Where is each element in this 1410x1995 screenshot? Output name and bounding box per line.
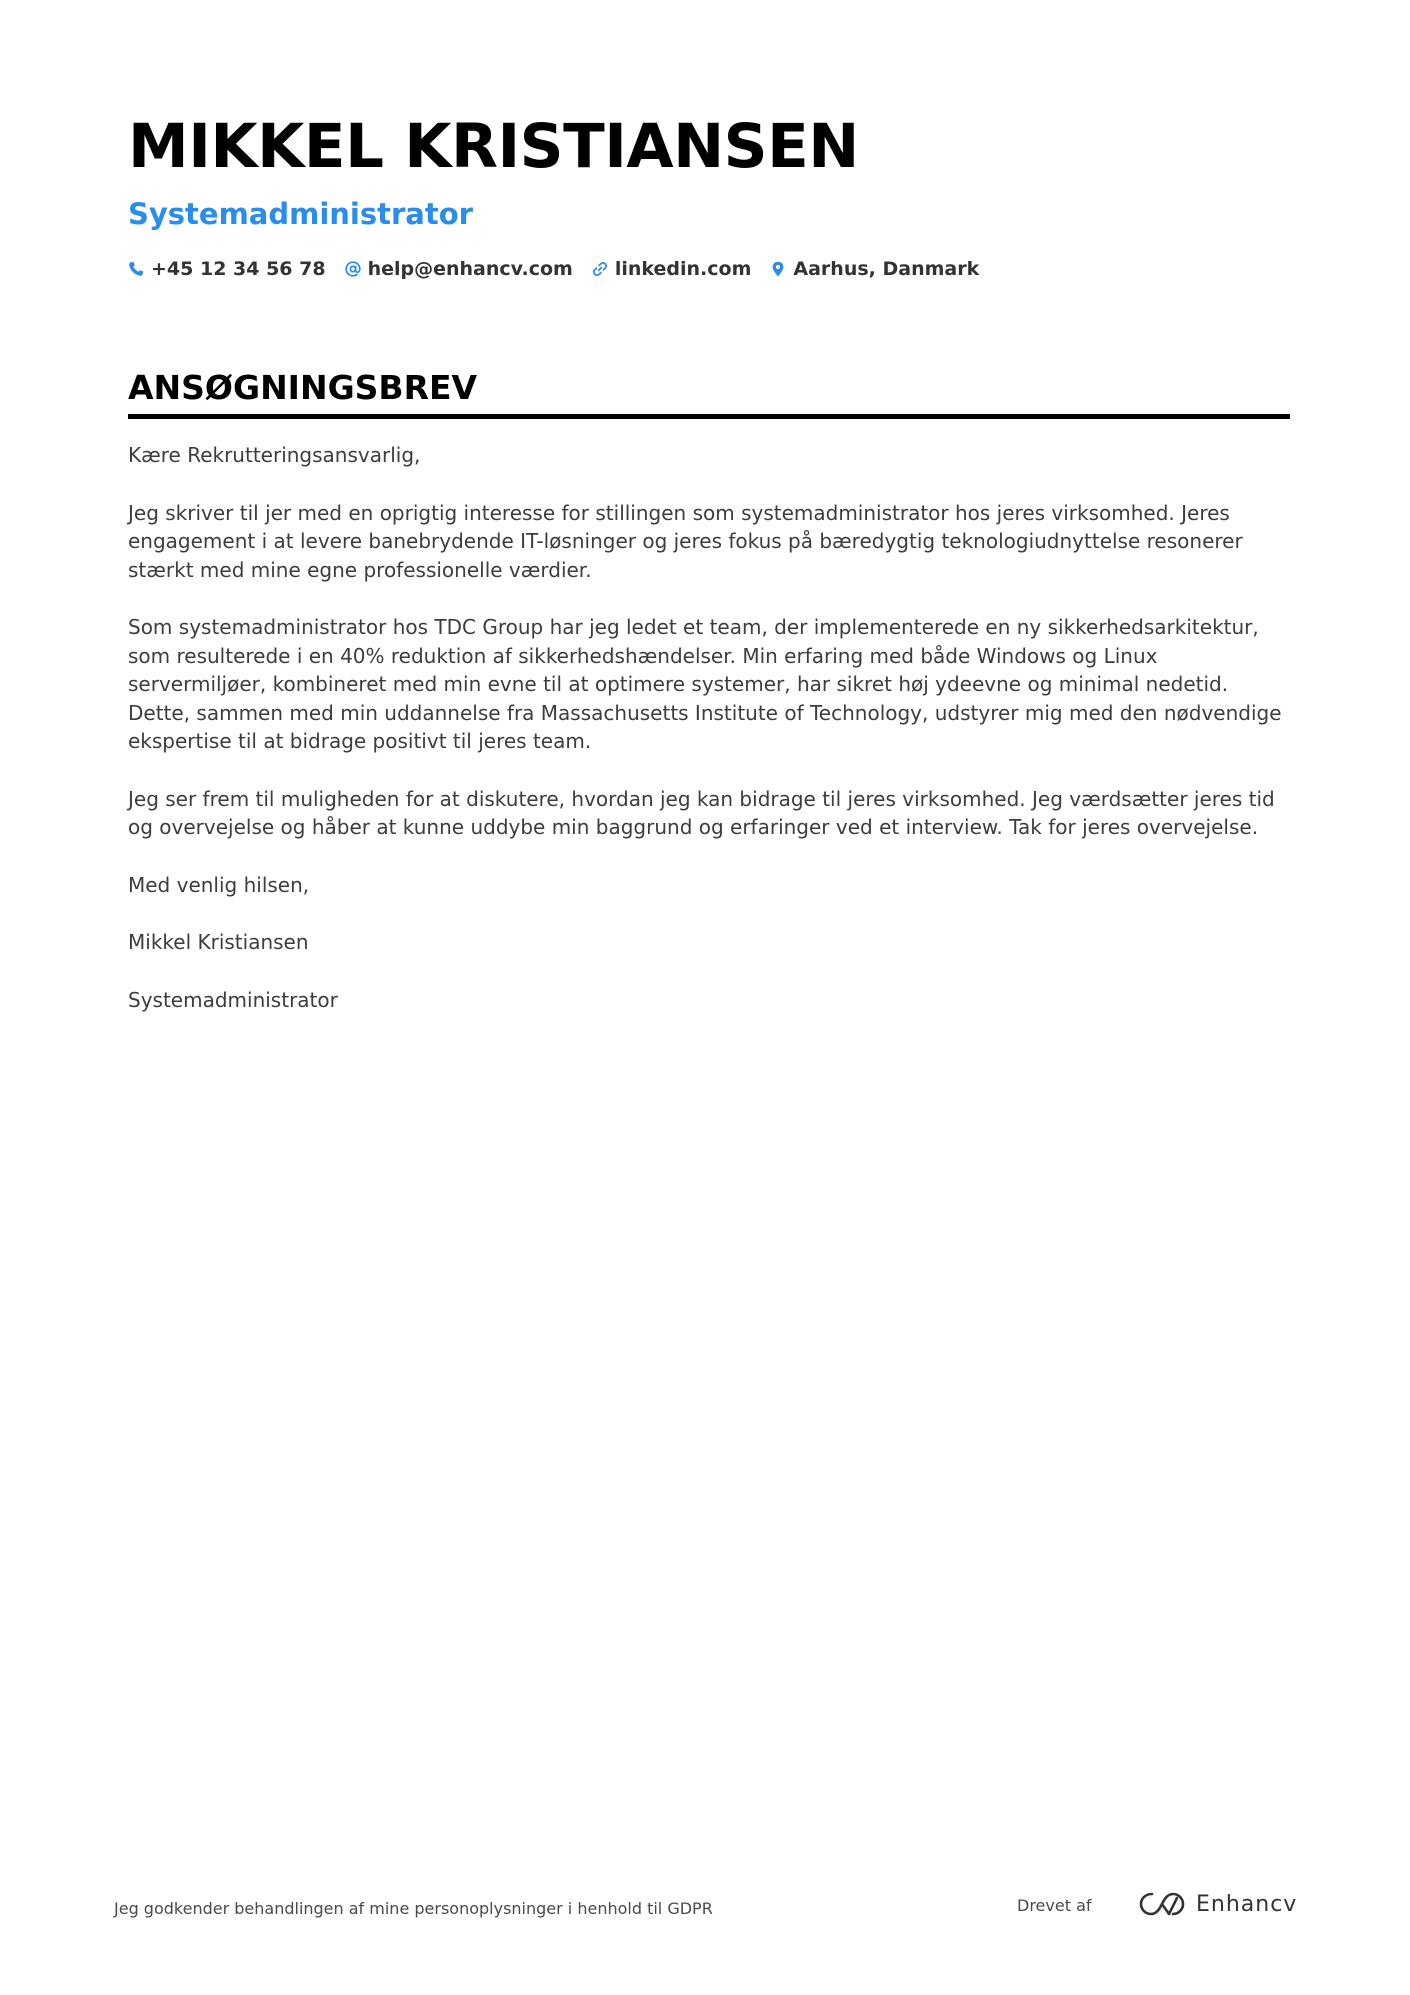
contact-location	[770, 258, 979, 280]
location-pin-icon	[770, 261, 786, 277]
section-title: ANSØGNINGSBREV	[128, 368, 478, 407]
header	[128, 112, 1288, 280]
brand-name: Enhancv	[1196, 1891, 1298, 1917]
contact-bar	[128, 258, 1288, 280]
enhancv-brand-link[interactable]	[1138, 1890, 1297, 1918]
contact-location-text: Aarhus, Danmark	[793, 258, 980, 280]
signature-title: Systemadministrator	[128, 987, 338, 1012]
letter-paragraph: Jeg skriver til jer med en oprigtig interesse for stillingen som systemadministrator hos jeres virksomhed. Jeres engagement i at levere banebrydende IT-løsninger og jeres fokus på bæredygtig teknologiudnyttelse resonerer stærkt med mine egne professionelle værdier.	[128, 500, 1243, 582]
letter-paragraph: Jeg ser frem til muligheden for at diskutere, hvordan jeg kan bidrage til jeres virksomhed. Jeg værdsætter jeres tid og overvejelse og håber at kunne uddybe min baggrund og erfaringer ved et interview. Tak for jeres overvejelse.	[128, 786, 1275, 839]
powered-by-label: Drevet af	[1017, 1896, 1092, 1915]
cover-letter-section	[128, 366, 1290, 1043]
salutation: Kære Rekrutteringsansvarlig,	[128, 443, 421, 467]
contact-linkedin-text: linkedin.com	[614, 258, 752, 280]
contact-phone-text: +45 12 34 56 78	[151, 258, 326, 280]
signature-name: Mikkel Kristiansen	[128, 930, 309, 954]
link-icon	[592, 261, 608, 277]
letter-paragraph: Som systemadministrator hos TDC Group har jeg ledet et team, der implementerede en ny sikkerhedsarkitektur, som resulterede i en 40% reduktion af sikkerhedshændelser. Min erfaring med både Windows og Linux servermiljøer, kombineret med min evne til at optimere systemer, har sikret høj ydeevne og minimal nedetid. Dette, sammen med min uddannelse fra Massachusetts Institute of Technology, udstyrer mig med den nødvendige ekspertise til at bidrage positivt til jeres team.	[128, 615, 1282, 753]
contact-email-text: help@enhancv.com	[367, 258, 573, 280]
closing: Med venlig hilsen,	[128, 872, 310, 897]
footer	[0, 1880, 1410, 1940]
contact-phone	[128, 258, 326, 280]
at-icon	[345, 261, 361, 277]
contact-email[interactable]	[345, 258, 573, 280]
enhancv-logo-icon	[1138, 1890, 1186, 1918]
gdpr-consent-text: Jeg godkender behandlingen af mine personoplysninger i henhold til GDPR	[114, 1899, 713, 1918]
job-title: Systemadministrator	[128, 197, 473, 231]
letter-body	[128, 441, 1290, 1014]
contact-linkedin[interactable]	[592, 258, 752, 280]
candidate-name: MIKKEL KRISTIANSEN	[128, 111, 859, 182]
section-divider	[128, 414, 1290, 419]
phone-icon	[128, 261, 144, 277]
